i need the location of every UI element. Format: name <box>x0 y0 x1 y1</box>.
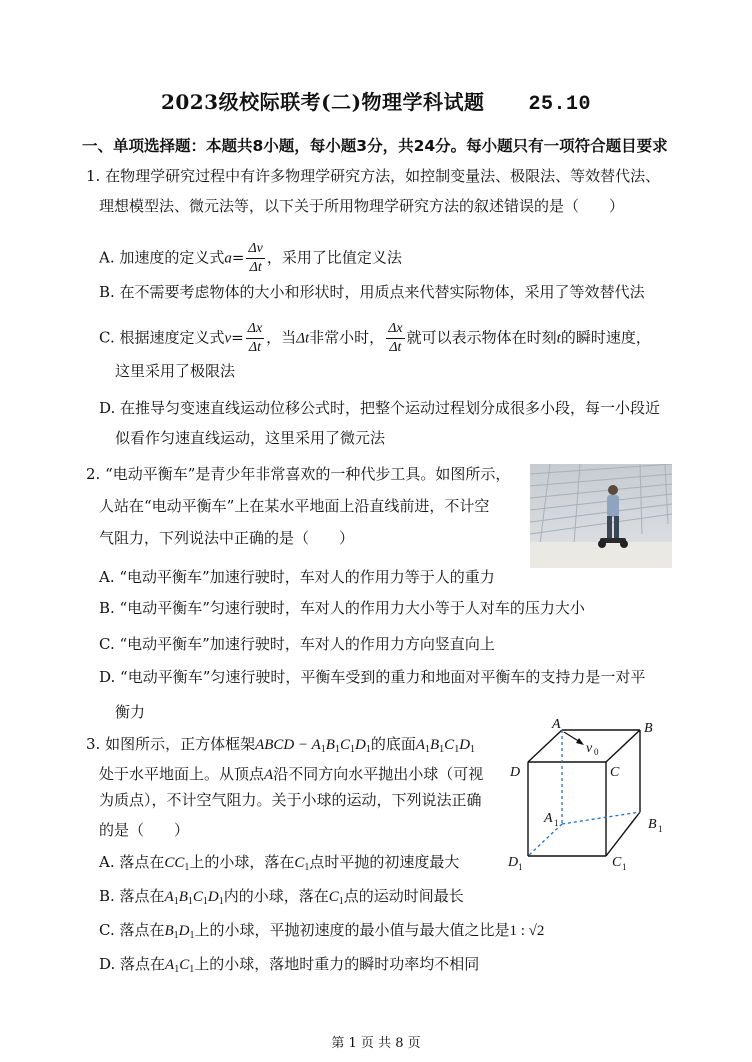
q2-option-d-line2: 衡力 <box>115 703 146 721</box>
cube-label-d: D <box>510 765 521 780</box>
cube-label-d1: D <box>508 855 519 870</box>
q1-option-a: A. 加速度的定义式a= $\frac{\Delta v}{\Delta t}$ ，采用了比值定义法 <box>99 241 402 275</box>
q1-option-c: C. 根据速度定义式v= $\frac{\Delta x}{\Delta t}$ ，当Δt非常小时， $\frac{\Delta x}{\Delta t}$ 就可以表示物体在时刻t的瞬时速度， <box>99 321 651 355</box>
q3-option-c: C. 落点在$B_1D_1$上的小球，平抛初速度的最小值与最大值之比是1 : √2 <box>99 921 545 941</box>
q2-option-b: B. “电动平衡车”匀速行驶时，车对人的作用力大小等于人对车的压力大小 <box>99 599 585 617</box>
cube-label-b1-sub: 1 <box>658 824 663 834</box>
q3-stem-line4: 的是（ ） <box>99 821 190 839</box>
q2-option-c: C. “电动平衡车”加速行驶时，车对人的作用力方向竖直向上 <box>99 635 495 653</box>
q2-option-a: A. “电动平衡车”加速行驶时，车对人的作用力等于人的重力 <box>99 568 495 586</box>
q1-option-d-line2: 似看作匀速直线运动，这里采用了微元法 <box>115 429 386 447</box>
page-footer: 第 1 页 共 8 页 <box>331 1036 421 1051</box>
q2-option-d-line1: D. “电动平衡车”匀速行驶时，平衡车受到的重力和地面对平衡车的支持力是一对平 <box>99 668 646 686</box>
q3-option-b: B. 落点在$A_1B_1C_1D_1$内的小球，落在$C_1$点的运动时间最长 <box>99 887 464 907</box>
page-title: 2023级校际联考(二)物理学科试题 25.10 <box>160 90 592 116</box>
q3-stem-line3: 为质点），不计空气阻力。关于小球的运动，下列说法正确 <box>99 791 482 809</box>
q1-stem-line1: 1. 在物理学研究过程中有许多物理学研究方法，如控制变量法、极限法、等效替代法、 <box>86 167 661 185</box>
cube-diagram <box>500 718 680 878</box>
q1-option-b: B. 在不需要考虑物体的大小和形状时，用质点来代替实际物体，采用了等效替代法 <box>99 283 645 301</box>
fraction-dv-dt: $\frac{\Delta v}{\Delta t}$ <box>248 241 263 275</box>
q3-stem-line1: 3. 如图所示，正方体框架ABCD − $A_1B_1C_1D_1$的底面$A_1B_1C_1D_1$ <box>86 735 476 755</box>
q1-option-c-line2: 这里采用了极限法 <box>115 362 236 380</box>
velocity-label-sub: 0 <box>594 747 599 757</box>
q1-option-d-line1: D. 在推导匀变速直线运动位移公式时，把整个运动过程划分成很多小段，每一小段近 <box>99 399 661 417</box>
cube-label-a1-sub: 1 <box>554 818 559 828</box>
velocity-label: v <box>586 741 593 756</box>
cube-label-b1: B <box>648 817 657 832</box>
exam-date: 25.10 <box>528 93 592 116</box>
q2-stem-line2: 人站在“电动平衡车”上在某水平地面上沿直线前进，不计空 <box>99 497 490 515</box>
q1-stem-line2: 理想模型法、微元法等，以下关于所用物理学研究方法的叙述错误的是（ ） <box>99 197 625 215</box>
cube-label-a1: A <box>544 811 553 826</box>
q3-option-a: A. 落点在$CC_1$上的小球，落在$C_1$点时平抛的初速度最大 <box>99 853 460 873</box>
cube-label-c1-sub: 1 <box>622 862 627 872</box>
q3-option-d: D. 落点在$A_1C_1$上的小球，落地时重力的瞬时功率均不相同 <box>99 955 480 975</box>
q3-stem-line2: 处于水平地面上。从顶点A沿不同方向水平抛出小球（可视 <box>99 765 484 783</box>
cube-label-c1: C <box>612 855 622 870</box>
cube-label-c: C <box>610 765 620 780</box>
q2-stem-line1: 2. “电动平衡车”是青少年非常喜欢的一种代步工具。如图所示， <box>86 465 511 483</box>
balance-scooter-photo <box>530 464 672 568</box>
q2-stem-line3: 气阻力，下列说法中正确的是（ ） <box>99 529 355 547</box>
cube-label-b: B <box>644 721 653 736</box>
cube-label-d1-sub: 1 <box>518 862 523 872</box>
cube-label-a: A <box>552 718 561 732</box>
section-heading: 一、单项选择题：本题共8小题，每小题3分，共24分。每小题只有一项符合题目要求 <box>82 137 668 155</box>
